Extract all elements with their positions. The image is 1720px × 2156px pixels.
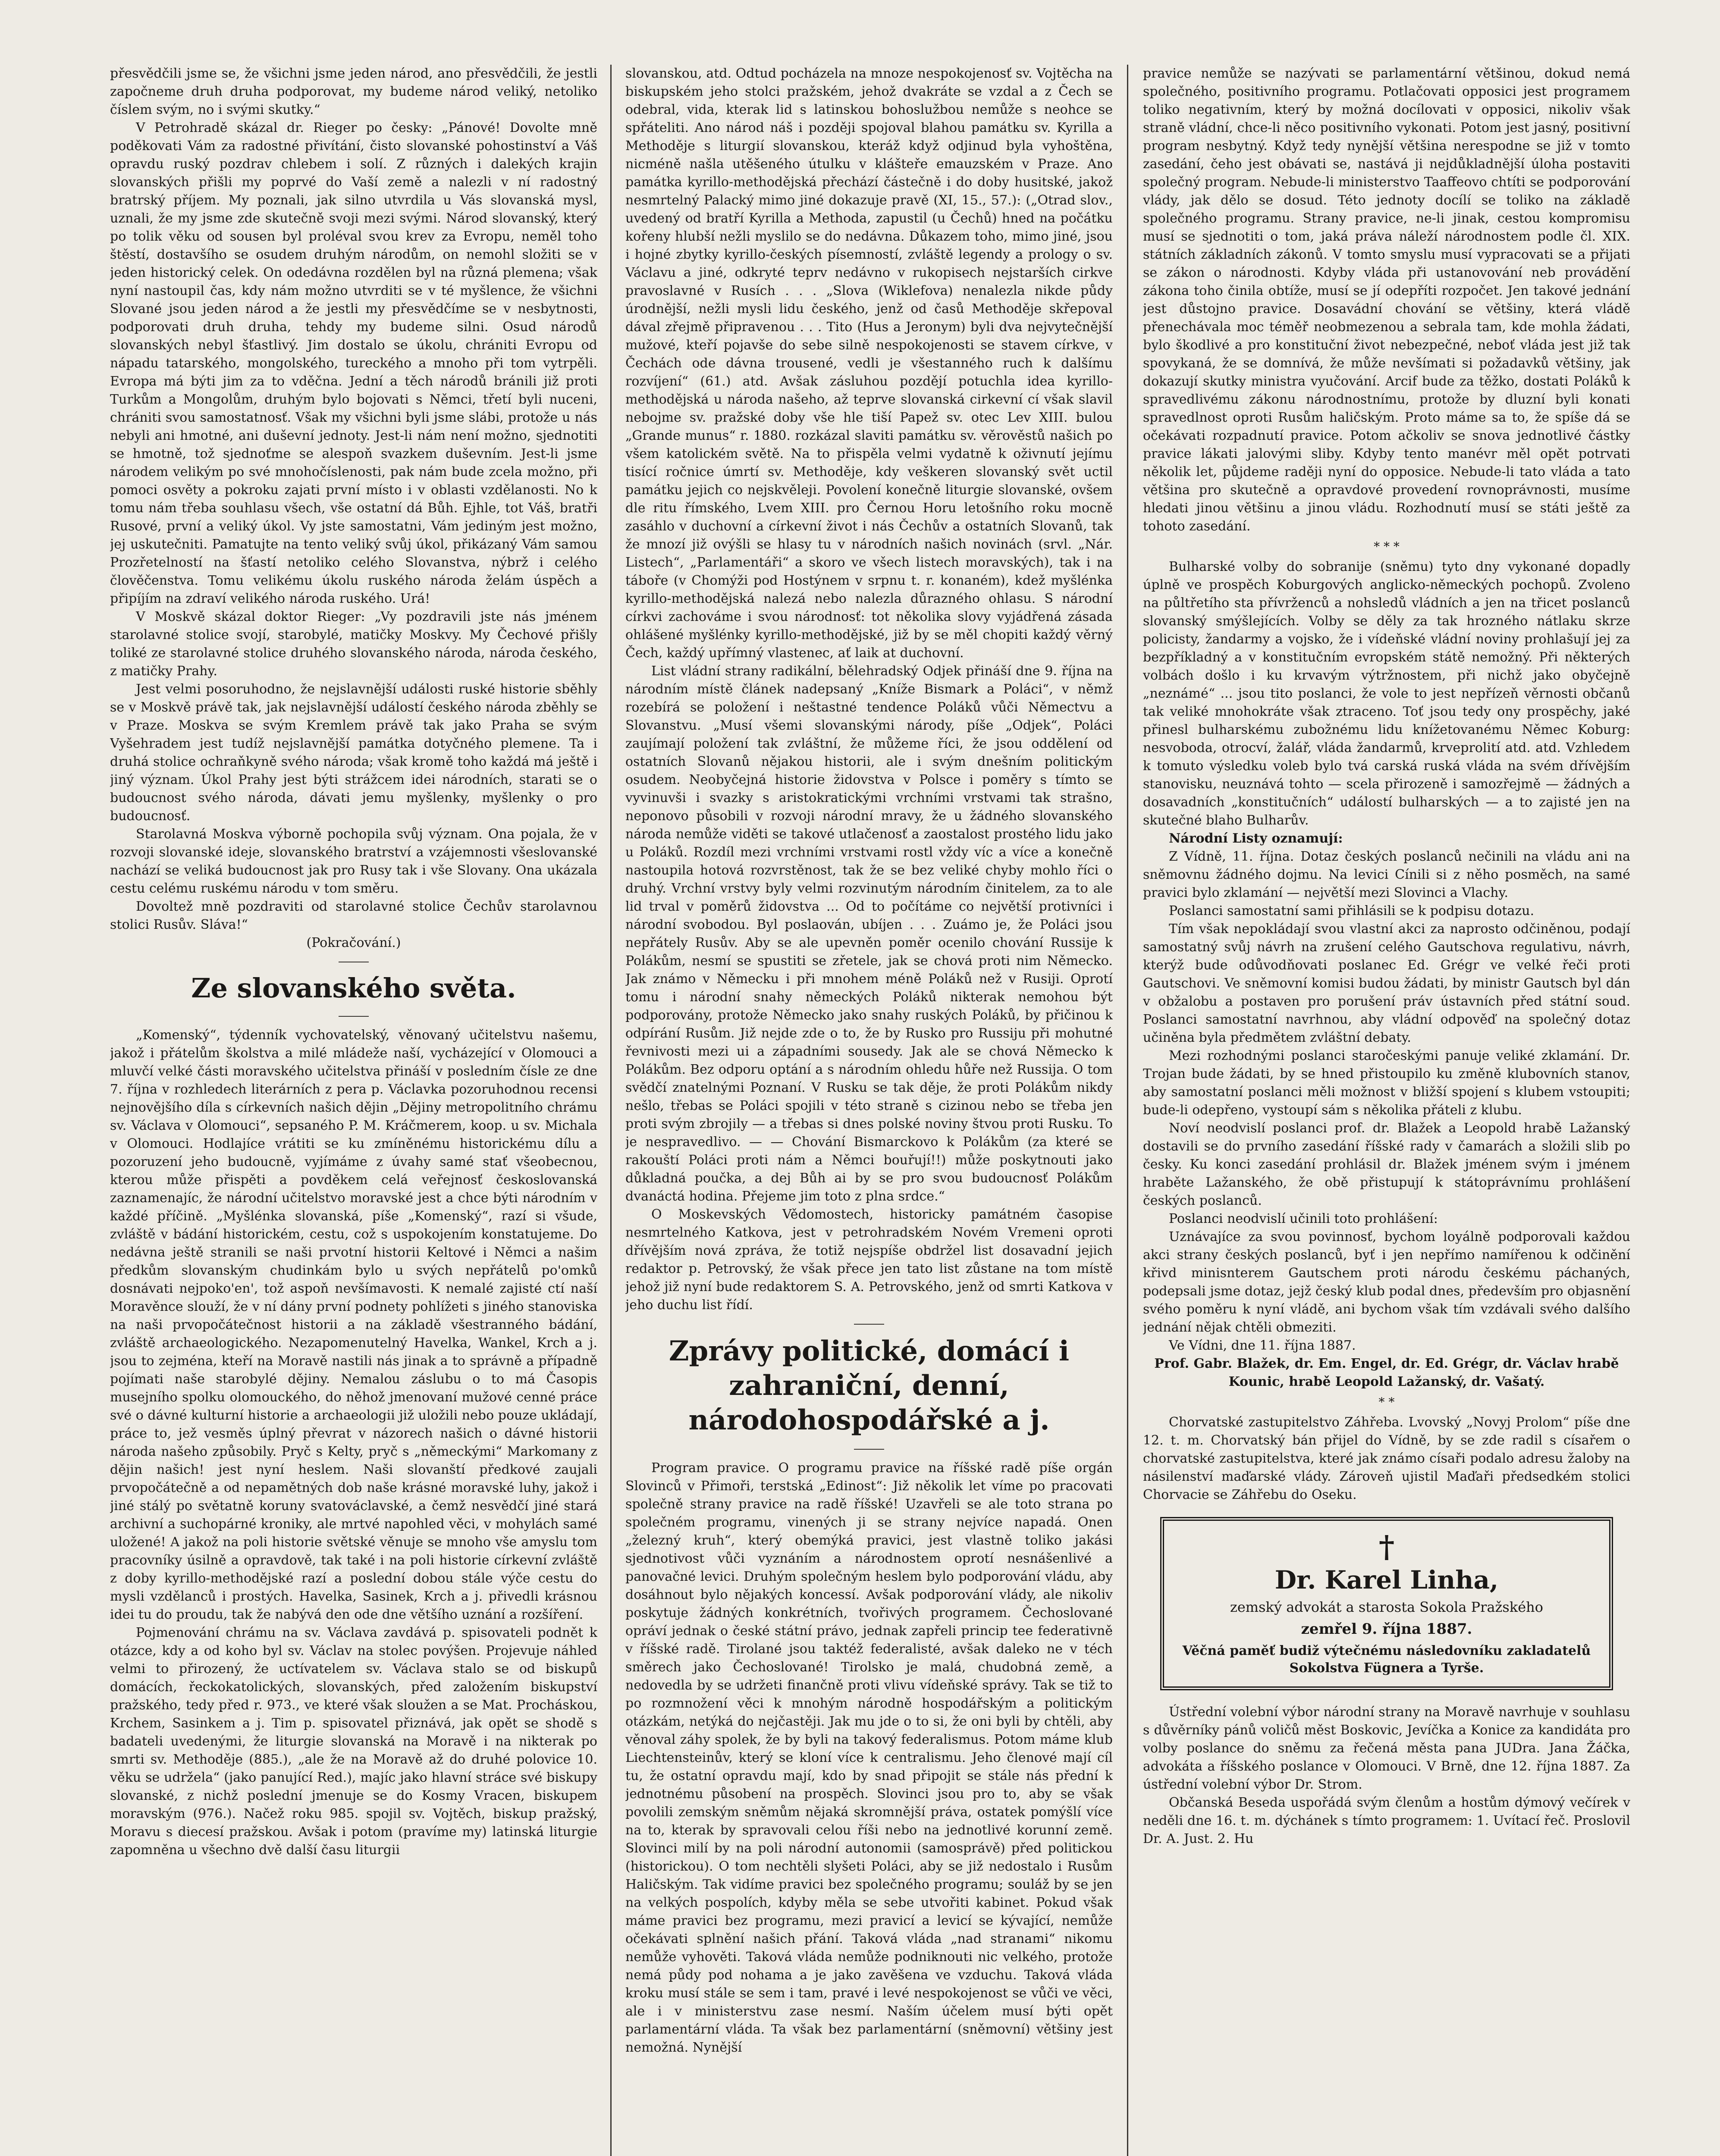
news-item: Národní Listy oznamují: bbox=[1169, 831, 1343, 846]
news-item: Z Vídně, 11. října. Dotaz českých poslanců nečinili na vládu ani na sněmovnu žádného dojmu. Na levici Cínili si z něho posměch, na samé pravici bylo zklamání — největší mezi Slovinci a Vlachy. bbox=[1143, 849, 1630, 900]
news-item: Noví neodvislí poslanci prof. dr. Blažek a Leopold hrabě Lažanský dostavili se do prvního zasedání říšské rady v čamarách a složili slib po česky. Ku konci zasedání prohlásil dr. Blažek jménem svým i jménem hraběte Lažanského, že obě přistupují k státoprávnímu prohlášení českých poslanců. bbox=[1143, 1121, 1630, 1208]
paragraph: Starolavná Moskva výborně pochopila svůj význam. Ona pojala, že v rozvoji slovanské ideje, slovanského bratrství a vzájemnosti všeslovanské nachází se veliká budoucnost jak pro Rusy tak i vše Slovany. Ona ukázala cestu celému ruskému národu v tom směru. bbox=[110, 827, 597, 896]
paragraph: Program pravice. O programu pravice na říšské radě píše orgán Slovinců v Přimoři, terstská „Edinost“: Již několik let víme po pracovati společně strany pravice na radě říšské! Uzavřeli se ale toto strana po společném programu, vinených ji se strany nejvíce napadá. Onen „železný kruh“, který obemýká pravici, jest vlastně toliko jakási sjednotivost vůči vyznáním a národnostem oprotí nesnášenlivé a panovačné levici. Druhým společným heslem bylo podporování vládu, aby dosáhnout bylo nějakých koncessí. Avšak podporování vlády, ale nikoliv poskytuje žádných konkrétních, tvořivých programem. Čechoslované opráví jednak o české státní právo, jednak zapřeli princip tee federativně v říšské radě. Tirolané jsou taktéž federalisté, avšak daleko ne v téch směrech jako Čechoslované! Tirolsko je malá, chudobná země, a nedovedla by se udržeti finančně proti vlivu vídeňské správy. Tak se tiž to po rozmnožení věci k mnohým národně hospodářským a politickým otázkám, netýká do nejčastěji. Jak mu jde o to si, že oni byli by chtěli, aby věnoval záhy spolek, že by byli na takový federalismus. Potom máme klub Liechtensteinův, který se kloní více k centralismu. Jeho členové mají cíl tu, že ostatní opravdu mají, kdo by snad připojit se stále nás přední k jednotnému působení na prospěch. Slovinci jsou pro to, aby se však povolili zemským sněmům nějaká skromnější práva, ostatek pomýšlí více na to, kterak by spravovali celou říši nebo na jednotlivé korunní země. Slovinci milí by na poli národní autonomii (samosprávě) před politickou (historickou). O tom nechtěli slyšeti Poláci, aby se již nedostalo i Rusům Haličským. Tak vidíme pravici bez společného programu; souláž by se jen na velkých pospolích, kdyby měla se sebe utvořiti kabinet. Pokud však máme pravici bez programu, mezi pravicí a levicí se kývající, nemůže očekávati splnění našich přání. Taková vláda „nad stranami“ nikomu nemůže vyhověti. Taková vláda nemůže podniknouti nic velkého, protože nemá půdy pod nohama a je jako zavěšena ve vzduchu. Taková vláda kroku musí stále se sem i tam, pravé i levé nespokojenost se vůči ve věci, ale i v ministerstvu zase nesmí. Naším účelem musí býti opět parlamentární vláda. Ta však bez parlamentární (sněmovní) většiny jest nemožná. Nynější bbox=[625, 1460, 1113, 2055]
paragraph: slovanskou, atd. Odtud pocházela na mnoze nespokojenosť sv. Vojtěcha na biskupském jeho stolci pražském, jehož dvakráte se vzdal a z Čech se odebral, vida, kterak lid s latinskou bohoslužbou nemůže s neohce se spřáteliti. Ano národ náš i později spojoval blahou památku sv. Kyrilla a Methoděje s liturgií slovanskou, kteráž když odjinud byla vyhoštěna, nicméně našla utěšeného útulku v klášteře emauzském v Praze. Ano památka kyrillo-methodějská přechází částečně i do doby husitské, jakož nesmrtelný Palacký mimo jiné dokazuje pravě (XI, 15., 57.): („Otrad slov., uvedený od bratří Kyrilla a Methoda, zapustil (u Čechů) hned na počátku kořeny hlubší nežli myslilo se do nedávna. Důkazem toho, mimo jiné, jsou i hojné zbytky kyrillo-českých písemností, zvláště legendy a prology o sv. Václavu a jiné, odkryté teprv nedávno v rukopisech nejstarších cirkve pravoslavné v Rusích . . . „Slova (Wiklefova) nenalezla nikde půdy úrodnější, nežli mysli lidu českého, jenž od časů Methoděje skřepoval dával zřejmě připravenou . . . Tito (Hus a Jeronym) byli dva nejvytečnější mužové, kteří pojavše do sebe silně nespokojenosti se stavem církve, v Čechách ode dávna trousené, vedli je všestanného ruch k dalšímu rozvíjení“ (61.) atd. Avšak zásluhou pozdějí potuchla idea kyrillo-methodějská u národa našeho, až teprve slovanská cirkevní cí však slavil nebojme sv. pražské doby vše hle tiší Papež sv. otec Lev XIII. bulou „Grande munus“ r. 1880. rozkázal slaviti památku sv. věrověstů našich po všem katolickém světě. Na to přispěla velmi vydatně k oživnutí jejímu tisící ročnice úmrtí sv. Methoděje, kdy veškeren slovanský svět uctil památku jejich co nejskvěleji. Povolení konečně liturgie slovanské, ovšem dle ritu římského, Lvem XIII. pro Černou Horu letošního roku mocně zasáhlo v duchovní a církevní život i nás Čechův a ostatních Slovanů, tak že mnozí již ovýšli se hlasy tu v národních našich novinách (srvl. „Nár. Listech“, „Parlamentáři“ a skoro ve všech listech moravských), tak i na táboře (v Chomýži pod Hostýnem v srpnu t. r. konaném), kdež myšlénka kyrillo-methodějská nalezá nebo nalezla důrazného ohlasu. S národní církvi zachováme i svou národnosť: tot několika slovy vyjádřená zásada ohlášené myšlénky kyrillo-methodějské, již by se měl chopiti každý věrný Čech, každý upřímný vlastenec, ať laik at duchovní. bbox=[625, 66, 1113, 661]
column-rule bbox=[610, 65, 612, 2156]
paragraph: pravice nemůže se nazývati se parlamentární většinou, dokud nemá společného, positivního programu. Potlačovati opposici jest programem toliko negativním, který by možná docílovati v opposici, nikoliv však straně vládní, chce-li něco positivního vykonati. Potom jest jasný, positivní program nesbytný. Když tedy nynější většina nerespodne se již v tomto zasedání, čeho jest obávati se, nastává ji nejdůkladnější úloha postaviti společný program. Nebude-li ministerstvo Taaffeovo chtíti se podporování vlády, jak dělo se dosud. Této jednoty docílí se toliko na základě společného programu. Strany pravice, ne-li jinak, cestou kompromisu musí se sjednotiti o tom, jaká práva náleží národnostem podle čl. XIX. státních základních zákonů. V tomto smyslu musí vypracovati se a přijati se zákon o národnosti. Kdyby vláda při ustanovování neb provádění zákona toho činila obtíže, musí se jí odepříti rozpočet. Jen takové jednání jest důstojno pravice. Dosavádní chování se většiny, která vládě přenechávala moc téměř neobmezenou a sebrala tam, kde mohla žádati, bylo škodlivé a pro konstituční život nebezpečné, neboť vláda jest již tak spovykaná, že se domnívá, že může nevšímati si požadavků většiny, jak dokazují skutky ministra vyučování. Arcif bude za těžko, dostati Poláků k spravedlivému zákonu národnostnímu, protože by dluzní byli konati spravedlnost oproti Rusům haličským. Proto máme sa to, že spíše dá se očekávati rozpadnutí pravice. Potom ačkoliv se snova jednotlivé částky pravice lákati jalovými sliby. Kdyby tento manévr měl opět potrvati několik let, půjdeme raději nyní do opposice. Nebude-li tato vláda a tato většina pro skutečně a opravdové provedení rovnoprávnosti, musíme hledati jinou většinu a jinou vládu. Rozhodnutí musí se státi ještě za tohoto zasedání. bbox=[1143, 66, 1630, 534]
news-item: Ve Vídni, dne 11. října 1887. bbox=[1169, 1338, 1356, 1353]
section-title: Zprávy politické, domácí i zahraniční, denní, národohospodářské a j. bbox=[669, 1335, 1070, 1436]
paragraph: O Moskevských Vědomostech, historicky památném časopise nesmrtelného Katkova, jest v petrohradském Novém Vremeni oproti dřívějším nová zpráva, že totiž nejspíše obdržel list dosavadní jejich redaktor p. Petrovský, že však přece jen tato list zůstane na tom místě jehož již nyní bude redaktorem S. A. Petrovského, jenž od smrti Katkova v jeho duchu list řídí. bbox=[625, 1207, 1113, 1313]
section-ornament: * * bbox=[1378, 1395, 1395, 1409]
news-item: Mezi rozhodnými poslanci staročeskými panuje veliké zklamání. Dr. Trojan bude žádati, by se hned přistoupilo ku změně klubovních stanov, aby samostatní poslanci měli možnost v bližší spojení s klubem vstoupiti; bude-li odepřeno, vystoupí sám s několika přáteli z klubu. bbox=[1143, 1048, 1630, 1118]
divider bbox=[339, 1016, 369, 1017]
divider bbox=[854, 1449, 884, 1450]
paragraph: „Komenský“, týdenník vychovatelský, věnovaný učitelstvu našemu, jakož i přátelům školstva a milé mládeže naší, vycházející v Olomouci a mluvčí velké části moravského učitelstva přináší v posledním čísle ze dne 7. října v rozhledech literárních z pera p. Václavka pozoruhodnou recensi nejnovějšího díla s církevních našich dějin „Dějiny metropolitního chrámu sv. Václava v Olomouci“, sepsaného P. M. Kráčmerem, koop. u sv. Michala v Olomouci. Hodlajíce vrátiti se ku zmíněnému historickému dílu a pozoruzení jeho budoucně, vyjímáme z úvahy samé stať všeobecnou, kterou může přispěti a povděkem celá veřejnosť českoslovanská zaznamenajíc, že národní učitelstvo moravské jest a chce býti národním v každé příčině. „Myšlénka slovanská, píše „Komenský“, razí si všude, zvláště v bádání historickém, cestu, což s uspokojením konstatujeme. Do nedávna ještě stranili se naši prvotní historii Keltové i Němci a našim předkům slovanským chudinkám bylo u svých nepřátelů po'omků dosnávati nejpoko'en', tož aspoň nevšímavosti. K nemalé zajisté ctí naší Moravěnce slouží, že v ní dány první podnety pohlížeti s jiného stanoviska na naši prvopočátečnost historii a na základě všestranného bádání, zvláště archaeologického. Nezapomenutelný Havelka, Wankel, Krch a j. jsou to zejména, kteří na Moravě nastili nás jinak a to správně a případně pojímati naše starobylé dějiny. Nemalou záslubu o to má Časopis musejního spolku olomouckého, do něhož jmenovaní mužové cenné práce své o dávné kulturní historie a archaeologii již uložili nebo pouze ukládají, práce to, jež vesměs úplný převrat v názorech našich o dávné historii národa našeho způsobily. Pryč s Kelty, pryč s „německými“ Markomany z dějin našich! jest nyní heslem. Naši slovanští předkové zaujali prvopočátečně a od nepamětných dob naše krásné moravské luhy, jakož i jiné stálý po světatně koruny svatováclavské, a čemž nesvědčí jiné stará archivní a suchopárné kroniky, ale mrtvé napohled věci, v mohylách samé uložené! A jakož na poli historie světské věnuje se mnoho vše amyslu tom pracovníky úsilně a opravdově, tak také i na poli historie církevní zvláště z doby kyrillo-methodějské razí a poslední dobou stále výče cestu do mysli vzdělanců i prostých. Havelka, Sasinek, Krch a j. přivedli krásnou idei tu do proudu, tak že nabývá den ode dne většího uznání a rozšíření. bbox=[110, 1028, 597, 1622]
paragraph: V Moskvě skázal doktor Rieger: „Vy pozdravili jste nás jménem starolavné stolice svojí, starobylé, matičky Moskvy. My Čechové přišly toliké ze starolavné stolice druhého slovanského národa, národa českého, z matičky Prahy. bbox=[110, 609, 597, 679]
obituary-date: zemřel 9. října 1887. bbox=[1301, 1620, 1472, 1638]
news-item: Chorvatské zastupitelstvo Záhřeba. Lvovský „Novyj Prolom“ píše dne 12. t. m. Chorvatský bán přijel do Vídně, by se zde radil s císařem o chorvatské zastupitelstva, které jak známo císaři podalo adresu žaloby na násilenství maďarské vlády. Zároveň ujistil Maďaři předsedkém stolici Chorvacie se Záhřebu do Oseku. bbox=[1143, 1415, 1630, 1502]
news-item: Bulharské volby do sobranije (sněmu) tyto dny vykonané dopadly úplně ve prospěch Koburgových anglicko-německých pochopů. Zvoleno na půltřetího sta přívrženců a nohsledů vládních a jen na třicet poslanců slovanský smýšlejících. Volby se děly za tak hrozného nátlaku skrze policisty, žandarmy a vojsko, že i vídeňské vládní noviny prohlašují jej za bezpříkladný a v konstitučním evropském státě nemožný. Při některých volbách došlo i ku krvavým výtržnostem, při nichž jako obyčejně „neznámé“ ... jsou tito poslanci, že vole to jest nepřízeň věrnosti občanů tak veliké mnohokráte však ztraceno. Toť jsou tedy ony prospěchy, jaké přinesl bulharskému zubožnému lidu knížetovanému Němec Koburg: nesvoboda, otrocví, žalář, vláda žandarmů, krveprolití atd. atd. Vzhledem k tomuto výsledku voleb bylo tvá carská ruská vláda na svém dřívějším stanovisku, neuznává tohto — scela přirozeně i samozřejmě — žádných a dosavadních „konstitučních“ událostí bulharských — a to zajisté jen na skutečné blaho Bulharův. bbox=[1143, 559, 1630, 828]
paragraph: V Petrohradě skázal dr. Rieger po česky: „Pánové! Dovolte mně poděkovati Vám za radostné přivítání, čisto slovanské pohostinství a Váš opravdu ruský pozdrav chlebem i solí. Z různých i dalekých krajin slovanských přišli my poprvé do Vaší země a nalezli v ní radostný bratrský příjem. My poznali, jak silno utvrdila u Vás slovanská mysl, uznali, že my jsme zde skutečně svoji mezi svými. Národ slovanský, který po tolik věku od sousen byl proléval svou krev za Evropu, neměl toho štěstí, dostavšího se osudem druhým národům, on nemohl složiti se v jeden historický celek. On odedávna rozdělen byl na různá plemena; však nyní nastoupil čas, kdy nám možno utvrditi se v té myšlence, že všichni Slované jsou jeden národ a že jestli my přesvědčíme se v nesbytnosti, podporovati druh druha, tehdy my budeme silni. Osud národů slovanských nebyl šťastlivý. Jim dostalo se úkolu, chrániti Evropu od nápadu tatarského, mongolského, tureckého a mnoho při tom vytrpěli. Evropa má býti jim za to vděčna. Jední a těch národů bránili již proti Turkům a Mongolům, druhým bylo bojovati s Němci, třetí byli nuceni, chrániti svou samostatnosť. Však my všichni byli jsme slábi, protože u nás nebyli ani hmotné, ani duševní jednoty. Jest-li nám není možno, sjednotiti se hmotně, tož sjednoťme se alespoň svazkem duševním. Jest-li jsme národem velikým po své mnohočíslenosti, pak nám bude zcela možno, při pomoci osvěty a pokroku zajati první místo i v oblasti vzdělanosti. No k tomu nám třeba souhlasu všech, vše ostatní dá Bůh. Ejhle, tot Váš, bratři Rusové, první a veliký úkol. Vy jste samostatni, Vám jediným jest možno, jej uskutečniti. Pamatujte na tento veliký svůj úkol, přikázaný Vám samou Prozřetelností na šťastí netoliko celého Slovanstva, nýbrž i celého člověčenstva. Tomu velikému úkolu ruského národa želám úspěch a připíjím na zdraví velikého národa ruského. Urá! bbox=[110, 120, 597, 606]
paragraph: Pojmenování chrámu na sv. Václava zavdává p. spisovateli podnět k otázce, kdy a od koho byl sv. Václav na stolec povýšen. Projevuje náhled velmi to přirozený, že uctívatelem sv. Václava stalo se od biskupů domácích, řeckokatolických, slovanských, před založením biskupství pražského, tedy před r. 973., ve které však sloužen a se Mat. Procháskou, Krchem, Sasinkem a j. Tim p. spisovatel přiznává, jak opět se shodě s badateli uvedenými, že liturgie slovanská na Moravě i na nikterak po smrti sv. Methoděje (885.), „ale že na Moravě až do druhé polovice 10. věku se udržela“ (jako panující Red.), majíc jako hlavní stráce své biskupy slovanské, z nichž poslední jmenuje se do Kosmy Vracen, biskupem moravským (976.). Načež roku 985. spojil sv. Vojtěch, biskup pražský, Moravu s diecesí pražskou. Avšak i potom (pravíme my) latinská liturgie zapomněna u všechno dvě další času liturgii bbox=[110, 1625, 597, 1858]
obituary-memorial: Věčná paměť budiž výtečnému následovníku zakladatelů Sokolstva Fügnera a Tyrše. bbox=[1182, 1643, 1591, 1676]
paragraph: Jest velmi posoruhodno, že nejslavnější události ruské historie sběhly se v Moskvě právě tak, jak nejslavnější událostí českého národa zběhly se v Praze. Moskva se svým Kremlem právě tak jako Praha se svým Vyšehradem jest tudíž nejslavnější památka dotyčného plemene. Ta i druhá stolice ochraňkyně svého národa; však kromě toho každá má ještě i jiný význam. Úkol Prahy jest býti strážcem idei národních, starati se o budoucnost svého národa, dávati jemu myšlenky, myšlenky o pro budoucnosť. bbox=[110, 682, 597, 824]
paragraph: Dovoltež mně pozdraviti od starolavné stolice Čechův starolavnou stolici Rusův. Sláva!“ bbox=[110, 899, 597, 932]
column-rule bbox=[1127, 65, 1128, 2156]
news-item: Uznávajíce za svou povinnosť, bychom loyálně podporovali každou akci strany českých poslanců, byť i jen nepřímo namířenou k odčinění křivd minisnterem Gautschem proti národu českému páchaných, podepsali jsme dotaz, jejž český klub podal dnes, především pro objasnění svého poměru k nyní vládě, ani bychom však tím vzdávali svého dalšího jednání nějak chtěli obmeziti. bbox=[1143, 1229, 1630, 1335]
column-3 bbox=[1143, 65, 1630, 2156]
paragraph: List vládní strany radikální, bělehradský Odjek přináší dne 9. října na národním místě článek nadepsaný „Kníže Bismark a Poláci“, v němž rozebírá se položení i neštastné tendence Poláků vůči Němectvu a Slovanstvu. „Musí všemi slovanskými národy, píše „Odjek“, Poláci zaujímají položení tak zvláštní, že můžeme říci, že jsou oddělení od ostatních Slovanů nějakou historii, ale i svým dnešním politickým osudem. Neobyčejná historie židovstva v Polsce i poměry s tímto se vyvinuvši i svazky s aristokratickými vrchními vrstvami tak strašno, neponovo působili v rozvoji národní mravy, že u žádného slovanského národa nemůže viděti se takové utlačenosť a zaostalost prostého lidu jako u Poláků. Rozdíl mezi vrchními vrstvami rostl vždy víc a více a konečně nastoupila hotová rozvrstěnost, tak že se bez veliké chyby mohlo říci o druhý. Vrchní vrstvy byly velmi rozvinutým národním činitelem, za to ale lid trval v poměrů židovstva ... Od to počítáme co největší protivníci i národní svobodou. Byl poslaován, ubíjen . . . Zuámo je, že Poláci jsou nepřátely Rusův. Aby se ale upevněn poměr ocenilo chování Russije k Polákům, nesmí se spustiti se zřetele, jak se chová proti nim Německo. Jak známo v Německu i při mnohem méně Poláků než v Rusiji. Oprotí tomu i národní snahy německých Poláků nikterak nemohou být podporovány, protože Německo jako snahy ruských Poláků, by přičinou k odpírání Rusům. Již nejde zde o to, že by Rusko pro Russiju při mohutné řevnivosti mezi ui a západními sousedy. Jak ale se chová Německo k Polákům. Bez odporu optání a s národním ohledu hůře než Russija. O tom svědčí znatelnými Poznaní. V Rusku se tak děje, že proti Polákům nikdy nešlo, třebas se Poláci spojili v této straně s cizinou nebo se třeba jen proti svým zbrojily — a třebas si dnes polské noviny štvou proti Rusku. To je nespravedlivo. — — Chování Bismarckovo k Polákům (za které se rakouští Poláci proti nám a Němci bouřují!!) může poskytnouti jako důkladná poučka, a dej Bůh ai by se pro svou budoucnosť Polákům dvanáctá hodina. Přejeme jim toto z plna srdce.“ bbox=[625, 664, 1113, 1204]
column-2 bbox=[625, 65, 1113, 2156]
news-item: Občanská Beseda uspořádá svým členům a hostům dýmový večírek v neděli dne 16. t. m. dýchánek s tímto programem: 1. Uvítací řeč. Proslovil Dr. A. Just. 2. Hu bbox=[1143, 1795, 1630, 1846]
news-item: Tím však nepokládají svou vlastní akci za naprosto odčiněnou, podají samostatný svůj návrh na zrušení celého Gautschova regulativu, návrh, kterýž bude odůvodňovati poslanec Ed. Grégr ve velké řeči proti Gautschovi. Ve sněmovní komisi budou žádati, by ministr Gautsch byl dán v obžalobu a postaven pro porušení práv ústavních před státní soud. Poslanci samostatní navrhnou, aby vládní odpověď na společný dotaz učiněna byla předmětem zvláštní debaty. bbox=[1143, 921, 1630, 1045]
continuation-note: (Pokračování.) bbox=[306, 935, 401, 950]
obituary-title: zemský advokát a starosta Sokola Pražského bbox=[1230, 1599, 1544, 1615]
obituary-name: Dr. Karel Linha, bbox=[1274, 1565, 1499, 1595]
cross-icon: † bbox=[1378, 1529, 1395, 1564]
paragraph: přesvědčili jsme se, že všichni jsme jeden národ, ano přesvědčili, že jestli započneme druh druha podporovat, my budeme národ veliký, netoliko číslem svým, no i svými skutky.“ bbox=[110, 66, 597, 117]
news-item: Ústřední volební výbor národní strany na Moravě navrhuje v souhlasu s důvěrníky pánů voličů měst Boskovic, Jevíčka a Konice za kandidáta pro volby poslance do sněmu za řečená města pana JUDra. Jana Žáčka, advokáta a říšského poslance v Olomouci. V Brně, dne 12. října 1887. Za ústřední volební výbor Dr. Strom. bbox=[1143, 1705, 1630, 1792]
news-item: Poslanci neodvislí učinili toto prohlášení: bbox=[1169, 1211, 1438, 1226]
divider bbox=[854, 1324, 884, 1325]
obituary-box bbox=[1160, 1517, 1613, 1690]
section-ornament: * * * bbox=[1374, 539, 1400, 554]
section-title: Ze slovanského světa. bbox=[191, 972, 516, 1004]
column-1 bbox=[110, 65, 597, 2156]
newspaper-page bbox=[110, 65, 1639, 2156]
news-item: Poslanci samostatní sami přihlásili se k podpisu dotazu. bbox=[1169, 903, 1535, 918]
signatures: Prof. Gabr. Blažek, dr. Em. Engel, dr. Ed. Grégr, dr. Václav hrabě Kounic, hrabě Leopold Lažanský, dr. Vašatý. bbox=[1154, 1356, 1619, 1389]
